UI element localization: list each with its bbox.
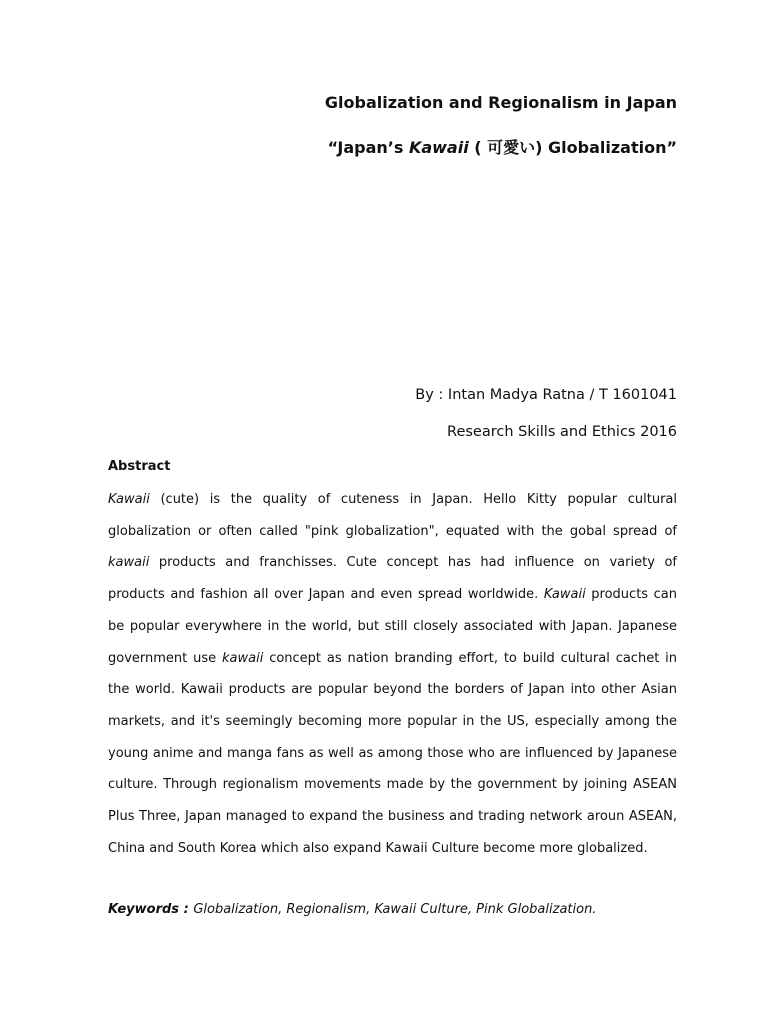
course-line: Research Skills and Ethics 2016 — [447, 424, 677, 440]
abstract-segment: kawaii — [108, 555, 150, 571]
keywords-list: Globalization, Regionalism, Kawaii Culture, Pink Globalization. — [193, 902, 597, 917]
keywords-line — [108, 902, 677, 917]
abstract-segment: concept as nation branding effort, to build cultural cachet in the world. Kawaii products are popular beyond the borders of Japan into other Asian markets, and it's seemingly becoming more popular in the US, especially among the young anime and manga fans as well as among those who are influenced by Japanese culture. Through regionalism movements made by the government by joining ASEAN Plus Three, Japan managed to expand the business and trading network aroun ASEAN, China and South Korea which also expand Kawaii Culture become more globalized. — [108, 650, 677, 856]
abstract-segment: Kawaii — [543, 587, 586, 603]
abstract-segment: products and franchisses. Cute concept has had influence on variety of products and fashion all over Japan and even spread worldwide. — [108, 555, 677, 603]
document-title-text: Globalization and Regionalism in Japan — [324, 93, 677, 112]
document-title — [325, 93, 677, 112]
abstract-heading: Abstract — [108, 459, 171, 474]
subtitle-prefix: “Japan’s — [327, 138, 409, 157]
author-line: By : Intan Madya Ratna / T 1601041 — [415, 387, 677, 403]
subtitle-kawaii-word: Kawaii — [408, 138, 469, 157]
abstract-body — [108, 484, 677, 864]
abstract-segment: products can be popular everywhere in the world, but still closely associated with Japan. Japanese government use — [108, 587, 677, 666]
document-subtitle — [328, 135, 677, 158]
abstract-segment: (cute) is the quality of cuteness in Japan. Hello Kitty popular cultural globalization or often called "pink globalization", equated with the gobal spread of — [108, 492, 677, 539]
keywords-label: Keywords : — [108, 902, 194, 917]
abstract-segment: Kawaii — [108, 492, 150, 507]
abstract-segment: kawaii — [222, 650, 264, 666]
subtitle-suffix: ( 可愛い) Globalization” — [468, 138, 677, 157]
